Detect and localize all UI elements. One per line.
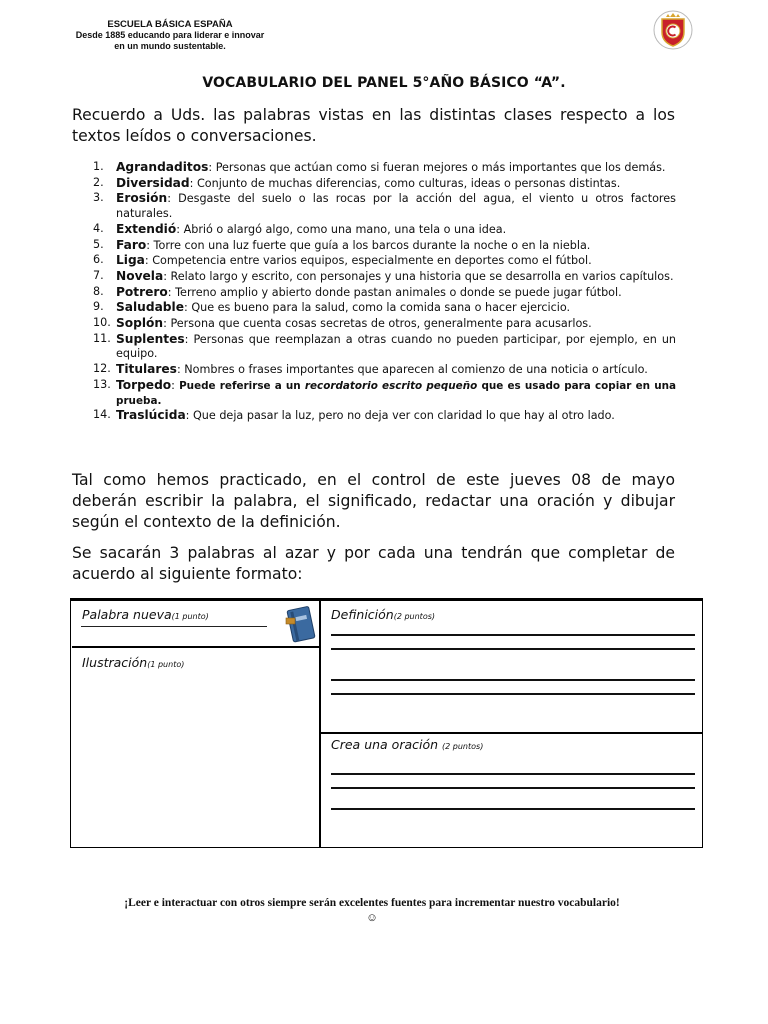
vocab-definition: Que deja pasar la luz, pero no deja ver con claridad lo que hay al otro lado. [193, 409, 615, 423]
item-number: 2. [93, 175, 104, 189]
vocab-term: Saludable [116, 300, 184, 315]
term-separator: : [146, 238, 154, 252]
definicion-label [331, 607, 435, 622]
item-number: 12. [93, 362, 111, 376]
intro-paragraph: Recuerdo a Uds. las palabras vistas en las distintas clases respecto a los textos leídos o conversaciones. [72, 106, 675, 145]
term-separator: : [208, 161, 216, 174]
list-item [72, 300, 676, 316]
vocab-definition: Relato largo y escrito, con personajes y una historia que se desarrolla en varios capítulos. [170, 269, 674, 283]
term-separator: : [167, 192, 179, 206]
vocab-definition: Abrió o alargó algo, como una mano, una tela o una idea. [183, 222, 507, 236]
table-divider-right [320, 732, 702, 734]
vocab-definition: Terreno amplio y abierto donde pastan animales o donde se puede jugar fútbol. [175, 285, 622, 299]
school-crest-icon [653, 10, 693, 50]
definition-line [331, 634, 695, 636]
points-text: (1 punto) [147, 660, 185, 669]
term-separator: : [176, 363, 185, 377]
definition-italic: recordatorio escrito pequeño [304, 379, 478, 392]
term-separator: : [163, 269, 171, 283]
definition-part: que es usado para copiar en una prueba. [116, 379, 677, 407]
label-text: Palabra nueva [82, 607, 172, 622]
item-number: 6. [93, 253, 104, 267]
list-item [72, 362, 676, 378]
page-title: VOCABULARIO DEL PANEL 5°AÑO BÁSICO “A”. [202, 75, 566, 91]
school-motto-line2: en un mundo sustentable. [114, 41, 226, 51]
palabra-nueva-label [82, 607, 209, 622]
table-divider-left [72, 646, 319, 648]
vocab-term: Agrandaditos [116, 160, 209, 174]
school-motto-line1: Desde 1885 educando para liderar e innovar [75, 30, 265, 40]
points-text: (1 punto) [171, 612, 209, 621]
list-item [72, 269, 676, 285]
term-separator: : [184, 332, 194, 346]
vocab-term: Extendió [116, 221, 177, 236]
term-separator: : [167, 285, 176, 299]
vocabulary-list [72, 160, 676, 424]
item-number: 3. [93, 191, 104, 205]
vocab-definition: Personas que reemplazan a otras cuando no pueden participar, por ejemplo, en un equipo. [116, 332, 677, 361]
vocab-term: Torpedo [116, 377, 172, 392]
item-number: 10. [93, 316, 111, 330]
list-item [72, 222, 676, 238]
vocab-term: Soplón [116, 316, 164, 331]
definition-part: Puede referirse a un [179, 379, 305, 392]
item-number: 1. [93, 160, 104, 173]
item-number: 4. [93, 221, 104, 235]
term-separator: : [183, 301, 192, 315]
term-separator: : [189, 176, 197, 190]
label-text: Definición [331, 607, 394, 622]
sentence-line [331, 808, 695, 810]
vocab-definition: Desgaste del suelo o las rocas por la acción del agua, el viento u otros factores naturales. [116, 192, 676, 221]
list-item [72, 378, 676, 408]
term-separator: : [144, 254, 153, 268]
school-name: ESCUELA BÁSICA ESPAÑA [107, 19, 233, 30]
word-answer-line [81, 626, 267, 627]
label-text: Crea una oración [331, 737, 439, 752]
definition-line [331, 693, 695, 695]
term-separator: : [171, 378, 180, 392]
format-paragraph: Se sacarán 3 palabras al azar y por cada una tendrán que completar de acuerdo al siguiente formato: [72, 544, 675, 583]
footer-text: ¡Leer e interactuar con otros siempre serán excelentes fuentes para incrementar nuestro vocabulario! [124, 897, 620, 909]
vocab-definition [116, 377, 677, 407]
vocab-term: Potrero [116, 284, 168, 299]
instructions-paragraph: Tal como hemos practicado, en el control de este jueves 08 de mayo deberán escribir la palabra, el significado, redactar una oración y dibujar según el contexto de la definición. [72, 471, 675, 531]
term-separator: : [185, 409, 193, 423]
vocab-definition: Nombres o frases importantes que aparecen al comienzo de una noticia o artículo. [184, 363, 648, 377]
vocab-definition: Que es bueno para la salud, como la comida sana o hacer ejercicio. [191, 301, 571, 315]
list-item [72, 332, 676, 362]
list-item [72, 285, 676, 301]
vocab-definition: Persona que cuenta cosas secretas de otros, generalmente para acusarlos. [170, 317, 592, 331]
term-separator: : [176, 222, 184, 236]
points-text: (2 puntos) [393, 612, 435, 621]
list-item [72, 253, 676, 269]
oracion-label [331, 737, 483, 752]
item-number: 14. [93, 408, 111, 422]
list-item [72, 176, 676, 192]
vocab-term: Faro [116, 237, 147, 252]
vocab-term: Titulares [116, 362, 177, 377]
item-number: 8. [93, 284, 104, 298]
item-number: 5. [93, 237, 104, 251]
definition-line [331, 679, 695, 681]
vocab-definition: Conjunto de muchas diferencias, como culturas, ideas o personas distintas. [196, 176, 621, 190]
item-number: 7. [93, 268, 104, 282]
item-number: 11. [93, 331, 111, 345]
list-item [72, 160, 676, 176]
book-icon [284, 604, 320, 644]
vocab-definition: Torre con una luz fuerte que guía a los barcos durante la noche o en la niebla. [153, 238, 591, 252]
sentence-line [331, 787, 695, 789]
ilustracion-label [82, 655, 184, 670]
format-table [70, 598, 703, 848]
list-item [72, 316, 676, 332]
vocab-term: Diversidad [116, 175, 190, 190]
vocab-term: Novela [116, 268, 164, 283]
vocab-term: Liga [116, 253, 145, 268]
smiley-icon: ☺ [366, 912, 378, 924]
list-item [72, 408, 676, 424]
list-item [72, 191, 676, 221]
term-separator: : [163, 317, 171, 331]
item-number: 9. [93, 300, 104, 314]
list-item [72, 238, 676, 254]
sentence-line [331, 773, 695, 775]
footer-message [0, 896, 744, 926]
points-text: (2 puntos) [442, 742, 484, 751]
label-text: Ilustración [82, 655, 148, 670]
school-header [56, 19, 284, 52]
vocab-definition: Personas que actúan como si fueran mejores o más importantes que los demás. [215, 161, 666, 174]
vocab-term: Erosión [116, 191, 168, 206]
vocab-term: Suplentes [116, 331, 185, 346]
vocab-term: Traslúcida [116, 408, 186, 423]
item-number: 13. [93, 377, 111, 391]
vocab-definition: Competencia entre varios equipos, especialmente en deportes como el fútbol. [152, 254, 592, 268]
definition-line [331, 648, 695, 650]
